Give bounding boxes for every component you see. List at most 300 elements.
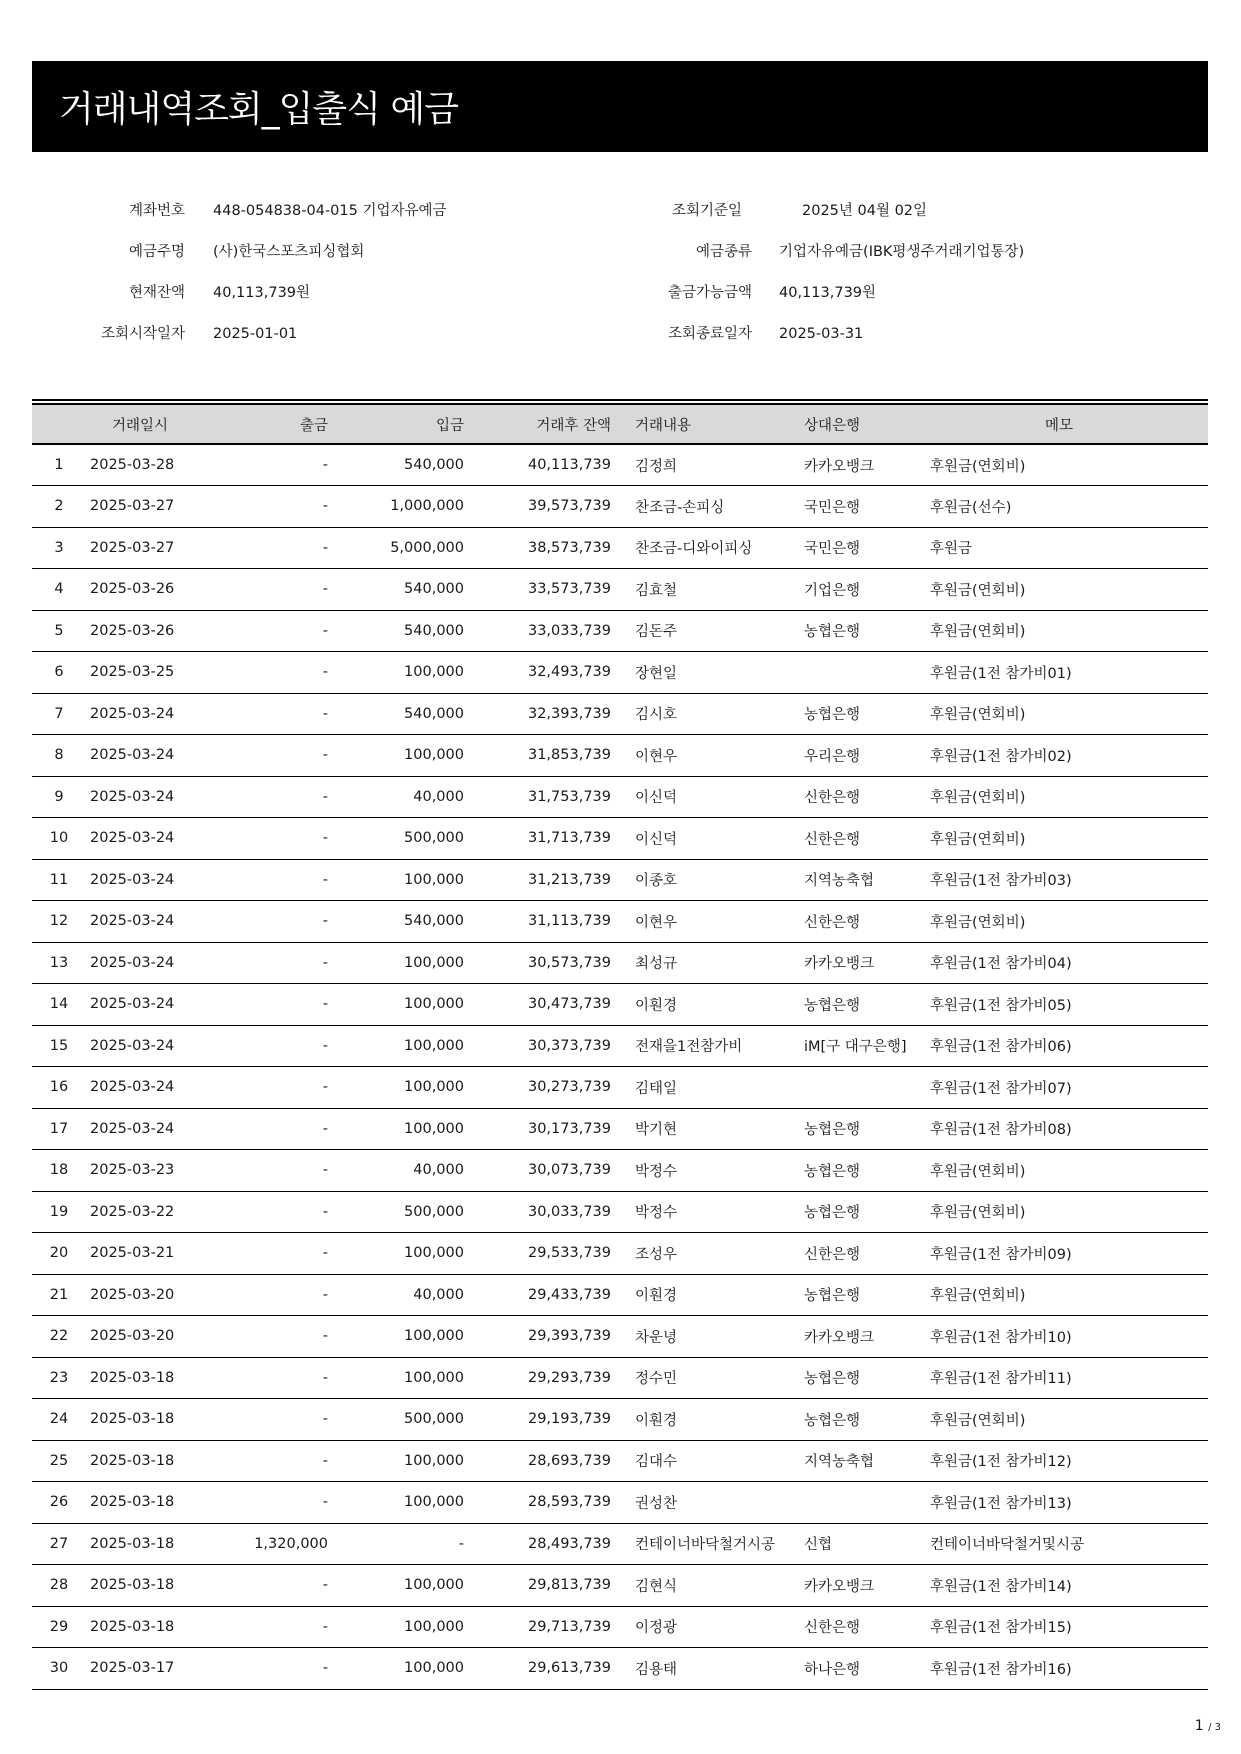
page-title-text: 거래내역조회_입출식 예금 — [59, 89, 458, 130]
row-out: - — [322, 954, 328, 971]
type-label: 예금종류 — [695, 244, 752, 260]
row-out: - — [322, 1203, 328, 1220]
row-out: - — [322, 1286, 328, 1303]
row-balance: 30,573,739 — [527, 954, 611, 971]
row-out: - — [322, 788, 328, 805]
table-row — [32, 1191, 1208, 1233]
table-row — [32, 486, 1208, 528]
row-date: 2025-03-26 — [90, 622, 175, 639]
row-date: 2025-03-18 — [90, 1535, 175, 1552]
row-memo: 후원금(연회비) — [930, 707, 1026, 724]
row-balance: 31,713,739 — [527, 830, 611, 847]
row-date: 2025-03-24 — [90, 705, 175, 722]
row-memo: 후원금(연회비) — [930, 1288, 1026, 1305]
row-no: 13 — [49, 954, 69, 971]
row-no: 26 — [49, 1494, 69, 1511]
row-no: 24 — [49, 1411, 69, 1428]
row-bank: 농협은행 — [804, 1163, 861, 1180]
row-desc: 박정수 — [635, 1205, 678, 1222]
row-balance: 29,813,739 — [527, 1577, 611, 1594]
row-date: 2025-03-23 — [90, 1162, 175, 1179]
table-row — [32, 901, 1208, 943]
row-memo: 후원금(1전 참가비03) — [930, 873, 1072, 890]
row-memo: 컨테이너바닥철거및시공 — [930, 1537, 1085, 1554]
table-row — [32, 1067, 1208, 1109]
table-row — [32, 1274, 1208, 1316]
row-in: 5,000,000 — [390, 539, 464, 556]
table-row — [32, 1233, 1208, 1275]
row-memo: 후원금(연회비) — [930, 790, 1026, 807]
row-out: - — [322, 1079, 328, 1096]
row-no: 25 — [49, 1452, 69, 1469]
row-desc: 이훤경 — [635, 1412, 678, 1429]
row-out: - — [322, 913, 328, 930]
row-memo: 후원금(1전 참가비15) — [930, 1620, 1072, 1637]
row-memo: 후원금(연회비) — [930, 1163, 1026, 1180]
info-row-balance — [0, 278, 1241, 308]
row-in: 500,000 — [404, 1203, 464, 1220]
row-in: 100,000 — [404, 1037, 464, 1054]
table-row — [32, 652, 1208, 694]
row-bank: 국민은행 — [804, 499, 861, 516]
row-in: 540,000 — [404, 622, 464, 639]
row-out: - — [322, 457, 328, 473]
row-bank: 카카오뱅크 — [804, 1578, 875, 1595]
header-bank: 상대은행 — [804, 417, 861, 434]
row-desc: 차운녕 — [635, 1329, 678, 1346]
row-desc: 찬조금-디와이피싱 — [635, 541, 753, 558]
transaction-table-wrap — [32, 399, 1208, 1690]
row-in: 100,000 — [404, 871, 464, 888]
row-out: - — [322, 747, 328, 764]
row-balance: 29,293,739 — [527, 1369, 611, 1386]
row-in: 100,000 — [404, 1618, 464, 1635]
row-balance: 32,393,739 — [527, 705, 611, 722]
row-desc: 김대수 — [635, 1454, 678, 1471]
table-row — [32, 776, 1208, 818]
row-no: 28 — [49, 1577, 69, 1594]
table-row — [32, 1565, 1208, 1607]
row-bank — [804, 652, 930, 694]
end-date-value: 2025-03-31 — [779, 326, 864, 342]
row-desc: 이현우 — [635, 914, 678, 931]
query-date-value: 2025년 04월 02일 — [802, 203, 928, 219]
row-bank: 카카오뱅크 — [804, 956, 875, 973]
row-memo: 후원금(1전 참가비05) — [930, 997, 1072, 1014]
header-no — [32, 404, 86, 444]
header-in: 입금 — [435, 417, 464, 434]
row-desc: 김용태 — [635, 1661, 678, 1678]
row-date: 2025-03-24 — [90, 996, 175, 1013]
row-date: 2025-03-21 — [90, 1245, 175, 1262]
available-label: 출금가능금액 — [667, 285, 752, 301]
row-memo: 후원금(1전 참가비12) — [930, 1454, 1072, 1471]
row-memo: 후원금(1전 참가비01) — [930, 665, 1072, 682]
row-date: 2025-03-18 — [90, 1577, 175, 1594]
row-in: 100,000 — [404, 664, 464, 681]
table-row — [32, 859, 1208, 901]
row-memo: 후원금(1전 참가비16) — [930, 1661, 1072, 1678]
row-no: 3 — [54, 539, 64, 556]
table-row — [32, 1108, 1208, 1150]
row-no: 21 — [49, 1286, 69, 1303]
row-no: 9 — [54, 788, 64, 805]
header-desc: 거래내용 — [635, 417, 692, 434]
row-in: 100,000 — [404, 1079, 464, 1096]
row-desc: 김효철 — [635, 582, 678, 599]
row-date: 2025-03-24 — [90, 1079, 175, 1096]
row-desc: 이정광 — [635, 1620, 678, 1637]
row-no: 15 — [49, 1037, 69, 1054]
row-in: 100,000 — [404, 954, 464, 971]
row-no: 23 — [49, 1369, 69, 1386]
row-memo: 후원금(1전 참가비04) — [930, 956, 1072, 973]
row-in: 100,000 — [404, 1369, 464, 1386]
row-date: 2025-03-24 — [90, 1120, 175, 1137]
row-no: 8 — [54, 747, 64, 764]
table-row — [32, 942, 1208, 984]
row-out: - — [322, 622, 328, 639]
row-in: 100,000 — [404, 1245, 464, 1262]
row-out: - — [322, 1245, 328, 1262]
balance-label: 현재잔액 — [128, 285, 185, 301]
row-balance: 28,693,739 — [527, 1452, 611, 1469]
row-in: 100,000 — [404, 1452, 464, 1469]
row-out: - — [322, 539, 328, 556]
row-desc: 박정수 — [635, 1163, 678, 1180]
row-out: - — [322, 1452, 328, 1469]
row-in: 500,000 — [404, 1411, 464, 1428]
type-value: 기업자유예금(IBK평생주거래기업통장) — [779, 244, 1025, 260]
row-balance: 29,533,739 — [527, 1245, 611, 1262]
row-desc: 김돈주 — [635, 624, 678, 641]
row-bank — [804, 1067, 930, 1109]
row-memo: 후원금(1전 참가비13) — [930, 1495, 1072, 1512]
row-date: 2025-03-18 — [90, 1411, 175, 1428]
row-bank: 카카오뱅크 — [804, 458, 875, 475]
row-no: 22 — [49, 1328, 69, 1345]
start-date-value: 2025-01-01 — [213, 326, 298, 342]
row-date: 2025-03-20 — [90, 1286, 175, 1303]
row-no: 30 — [49, 1660, 69, 1677]
row-no: 7 — [54, 705, 64, 722]
row-balance: 30,173,739 — [527, 1120, 611, 1137]
row-in: 40,000 — [413, 788, 464, 805]
row-balance: 31,113,739 — [527, 913, 611, 930]
row-bank: 농협은행 — [804, 1371, 861, 1388]
row-in: 40,000 — [413, 1162, 464, 1179]
row-in: 1,000,000 — [390, 498, 464, 515]
page-number — [1195, 1718, 1221, 1734]
header-row — [32, 404, 1208, 444]
row-desc: 이훤경 — [635, 997, 678, 1014]
row-bank: 농협은행 — [804, 997, 861, 1014]
row-memo: 후원금(연회비) — [930, 831, 1026, 848]
row-balance: 31,213,739 — [527, 871, 611, 888]
row-bank: 신한은행 — [804, 1246, 861, 1263]
row-out: - — [322, 1162, 328, 1179]
row-balance: 29,193,739 — [527, 1411, 611, 1428]
row-balance: 30,033,739 — [527, 1203, 611, 1220]
row-date: 2025-03-28 — [90, 457, 175, 473]
row-balance: 32,493,739 — [527, 664, 611, 681]
row-memo: 후원금(1전 참가비10) — [930, 1329, 1072, 1346]
row-out: - — [322, 1369, 328, 1386]
row-memo: 후원금(연회비) — [930, 1412, 1026, 1429]
row-no: 17 — [49, 1120, 69, 1137]
row-bank: 신한은행 — [804, 914, 861, 931]
row-no: 2 — [54, 498, 64, 515]
header-out: 출금 — [299, 417, 328, 434]
row-date: 2025-03-18 — [90, 1452, 175, 1469]
row-in: 540,000 — [404, 581, 464, 598]
row-balance: 30,273,739 — [527, 1079, 611, 1096]
row-in: 500,000 — [404, 830, 464, 847]
table-row — [32, 1399, 1208, 1441]
row-out: - — [322, 664, 328, 681]
table-row — [32, 610, 1208, 652]
row-date: 2025-03-27 — [90, 539, 175, 556]
row-in: 40,000 — [413, 1286, 464, 1303]
row-bank: 지역농축협 — [804, 873, 875, 890]
start-date-label: 조회시작일자 — [100, 326, 185, 342]
row-out: - — [322, 1328, 328, 1345]
header-date: 거래일시 — [112, 417, 169, 434]
row-date: 2025-03-17 — [90, 1660, 175, 1677]
row-bank: iM[구 대구은행] — [804, 1039, 907, 1056]
row-memo: 후원금(선수) — [930, 499, 1012, 516]
row-bank: 신협 — [804, 1537, 833, 1554]
row-memo: 후원금(1전 참가비11) — [930, 1371, 1072, 1388]
row-no: 19 — [49, 1203, 69, 1220]
row-no: 12 — [49, 913, 69, 930]
row-no: 11 — [49, 871, 69, 888]
row-balance: 31,753,739 — [527, 788, 611, 805]
row-desc: 최성규 — [635, 956, 678, 973]
row-memo: 후원금(1전 참가비09) — [930, 1246, 1072, 1263]
row-balance: 33,573,739 — [527, 581, 611, 598]
row-in: 100,000 — [404, 1120, 464, 1137]
row-balance: 33,033,739 — [527, 622, 611, 639]
row-balance: 28,593,739 — [527, 1494, 611, 1511]
row-date: 2025-03-24 — [90, 913, 175, 930]
table-body — [32, 444, 1208, 1689]
page-total: / 3 — [1208, 1722, 1221, 1733]
table-row — [32, 693, 1208, 735]
row-no: 14 — [49, 996, 69, 1013]
row-in: 100,000 — [404, 747, 464, 764]
row-balance: 29,393,739 — [527, 1328, 611, 1345]
row-desc: 김정희 — [635, 458, 678, 475]
row-memo: 후원금(연회비) — [930, 914, 1026, 931]
row-out: - — [322, 1411, 328, 1428]
row-balance: 30,073,739 — [527, 1162, 611, 1179]
row-balance: 29,433,739 — [527, 1286, 611, 1303]
row-desc: 권성찬 — [635, 1495, 678, 1512]
row-no: 4 — [54, 581, 64, 598]
info-row-period — [0, 319, 1241, 349]
row-date: 2025-03-24 — [90, 830, 175, 847]
row-bank: 농협은행 — [804, 1288, 861, 1305]
row-in: 540,000 — [404, 705, 464, 722]
row-bank: 농협은행 — [804, 624, 861, 641]
row-out: - — [322, 871, 328, 888]
row-memo: 후원금(1전 참가비14) — [930, 1578, 1072, 1595]
row-bank: 기업은행 — [804, 582, 861, 599]
row-balance: 29,613,739 — [527, 1660, 611, 1677]
end-date-label: 조회종료일자 — [667, 326, 752, 342]
row-memo: 후원금(연회비) — [930, 1205, 1026, 1222]
row-date: 2025-03-20 — [90, 1328, 175, 1345]
row-balance: 38,573,739 — [527, 539, 611, 556]
row-in: 540,000 — [404, 913, 464, 930]
row-desc: 김시호 — [635, 707, 678, 724]
row-memo: 후원금 — [930, 541, 973, 558]
row-out: - — [322, 581, 328, 598]
row-in: 540,000 — [404, 457, 464, 473]
owner-label: 예금주명 — [128, 244, 185, 260]
row-out: - — [322, 1577, 328, 1594]
info-row-owner — [0, 237, 1241, 267]
table-row — [32, 527, 1208, 569]
row-desc: 이현우 — [635, 748, 678, 765]
row-balance: 28,493,739 — [527, 1535, 611, 1552]
row-balance: 39,573,739 — [527, 498, 611, 515]
row-balance: 30,373,739 — [527, 1037, 611, 1054]
row-out: - — [322, 830, 328, 847]
row-bank: 농협은행 — [804, 707, 861, 724]
row-desc: 이신덕 — [635, 790, 678, 807]
row-bank: 신한은행 — [804, 790, 861, 807]
row-date: 2025-03-24 — [90, 1037, 175, 1054]
row-no: 16 — [49, 1079, 69, 1096]
page-current: 1 — [1194, 1718, 1204, 1734]
row-no: 29 — [49, 1618, 69, 1635]
table-row — [32, 1606, 1208, 1648]
table-row — [32, 1150, 1208, 1192]
row-date: 2025-03-22 — [90, 1203, 175, 1220]
row-desc: 찬조금-손피싱 — [635, 499, 725, 516]
row-memo: 후원금(1전 참가비08) — [930, 1122, 1072, 1139]
table-row — [32, 444, 1208, 486]
table-row — [32, 1357, 1208, 1399]
row-date: 2025-03-26 — [90, 581, 175, 598]
row-no: 10 — [49, 830, 69, 847]
row-bank: 하나은행 — [804, 1661, 861, 1678]
table-row — [32, 818, 1208, 860]
row-memo: 후원금(1전 참가비06) — [930, 1039, 1072, 1056]
row-out: - — [322, 996, 328, 1013]
row-date: 2025-03-18 — [90, 1618, 175, 1635]
header-memo: 메모 — [1044, 417, 1073, 434]
row-no: 6 — [54, 664, 64, 681]
row-date: 2025-03-18 — [90, 1369, 175, 1386]
table-row — [32, 1482, 1208, 1524]
row-no: 20 — [49, 1245, 69, 1262]
row-desc: 장현일 — [635, 665, 678, 682]
page-title — [32, 61, 1208, 152]
row-desc: 박기현 — [635, 1122, 678, 1139]
table-row — [32, 1648, 1208, 1690]
row-desc: 조성우 — [635, 1246, 678, 1263]
account-label: 계좌번호 — [128, 203, 185, 219]
row-bank — [804, 1482, 930, 1524]
table-row — [32, 1025, 1208, 1067]
row-balance: 31,853,739 — [527, 747, 611, 764]
row-desc: 김현식 — [635, 1578, 678, 1595]
row-desc: 컨테이너바닥철거시공 — [635, 1537, 776, 1554]
row-memo: 후원금(연회비) — [930, 624, 1026, 641]
available-value: 40,113,739원 — [779, 285, 877, 301]
row-bank: 농협은행 — [804, 1205, 861, 1222]
table-row — [32, 569, 1208, 611]
row-bank: 지역농축협 — [804, 1454, 875, 1471]
table-row — [32, 735, 1208, 777]
row-date: 2025-03-24 — [90, 788, 175, 805]
row-out: - — [322, 1660, 328, 1677]
owner-value: (사)한국스포츠피싱협회 — [213, 244, 365, 260]
row-out: - — [322, 1037, 328, 1054]
row-balance: 30,473,739 — [527, 996, 611, 1013]
row-desc: 이훤경 — [635, 1288, 678, 1305]
table-row — [32, 1440, 1208, 1482]
row-out: 1,320,000 — [254, 1535, 328, 1552]
row-memo: 후원금(연회비) — [930, 458, 1026, 475]
row-date: 2025-03-18 — [90, 1494, 175, 1511]
row-date: 2025-03-27 — [90, 498, 175, 515]
info-row-account — [0, 196, 1241, 226]
row-out: - — [322, 1618, 328, 1635]
row-no: 5 — [54, 622, 64, 639]
row-bank: 신한은행 — [804, 1620, 861, 1637]
row-no: 1 — [54, 457, 64, 473]
row-date: 2025-03-24 — [90, 954, 175, 971]
table-header — [32, 404, 1208, 444]
row-out: - — [322, 498, 328, 515]
row-bank: 농협은행 — [804, 1412, 861, 1429]
row-desc: 전재을1전참가비 — [635, 1039, 743, 1056]
row-no: 18 — [49, 1162, 69, 1179]
table-row — [32, 1316, 1208, 1358]
header-balance: 거래후 잔액 — [536, 417, 611, 434]
transaction-table — [32, 403, 1208, 1690]
row-balance: 40,113,739 — [527, 457, 611, 473]
row-balance: 29,713,739 — [527, 1618, 611, 1635]
row-out: - — [322, 705, 328, 722]
row-bank: 우리은행 — [804, 748, 861, 765]
row-out: - — [322, 1120, 328, 1137]
row-in: 100,000 — [404, 1494, 464, 1511]
row-date: 2025-03-24 — [90, 747, 175, 764]
row-desc: 이신덕 — [635, 831, 678, 848]
row-in: 100,000 — [404, 1660, 464, 1677]
row-memo: 후원금(연회비) — [930, 582, 1026, 599]
row-memo: 후원금(1전 참가비07) — [930, 1080, 1072, 1097]
balance-value: 40,113,739원 — [213, 285, 311, 301]
table-row — [32, 984, 1208, 1026]
row-in: 100,000 — [404, 1577, 464, 1594]
row-date: 2025-03-25 — [90, 664, 175, 681]
account-value: 448-054838-04-015 기업자유예금 — [213, 203, 447, 219]
table-row — [32, 1523, 1208, 1565]
row-memo: 후원금(1전 참가비02) — [930, 748, 1072, 765]
row-date: 2025-03-24 — [90, 871, 175, 888]
query-date-label: 조회기준일 — [671, 203, 742, 219]
row-bank: 카카오뱅크 — [804, 1329, 875, 1346]
row-in: - — [458, 1535, 464, 1552]
row-bank: 농협은행 — [804, 1122, 861, 1139]
row-no: 27 — [49, 1535, 69, 1552]
